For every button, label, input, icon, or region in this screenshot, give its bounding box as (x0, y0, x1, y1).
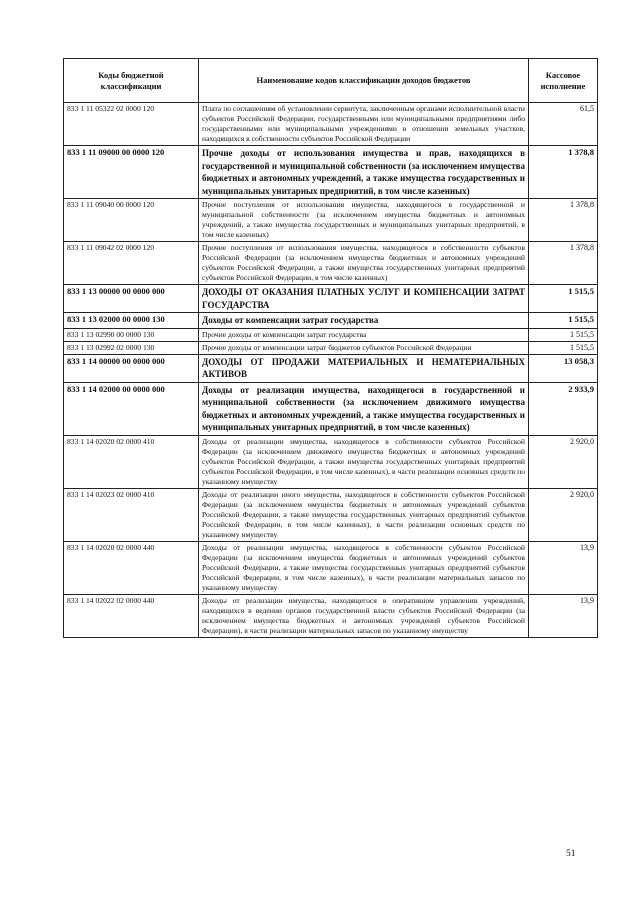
name-cell: Доходы от компенсации затрат государства (199, 313, 529, 329)
table-row (64, 382, 598, 435)
name-cell: Доходы от реализации имущества, находящегося в собственности субъектов Российской Федерации (за исключением имущества бюджетных и автономных учреждений субъектов Российской Федерации, а также имущества государственных унитарных предприятий субъектов Российской Федерации, в том числе казенных), в части реализации материальных запасов по указанному имуществу (199, 541, 529, 594)
amount-cell: 13 058,3 (529, 354, 598, 382)
table-row (64, 594, 598, 637)
code-cell: 833 1 14 02020 02 0000 410 (64, 435, 199, 488)
table-row (64, 341, 598, 354)
table-row (64, 435, 598, 488)
code-cell: 833 1 14 02022 02 0000 440 (64, 594, 199, 637)
code-cell: 833 1 11 09040 00 0000 120 (64, 199, 199, 242)
table-header (64, 59, 598, 103)
table-row (64, 488, 598, 541)
table-row (64, 313, 598, 329)
amount-cell: 1 378,8 (529, 146, 598, 199)
name-cell: Прочие доходы от использования имущества и прав, находящихся в государственной и муниципальной собственности (за исключением имущества бюджетных и автономных учреждений, а также имущества государственных и муниципальных унитарных предприятий, в том числе казенных) (199, 146, 529, 199)
name-cell: Доходы от реализации имущества, находящегося в собственности субъектов Российской Федерации (за исключением движимого имущества бюджетных и автономных учреждений субъектов Российской Федерации, а также имущества государственных унитарных предприятий субъектов Российской Федерации, в том числе казенных), в части реализации основных средств по указанному имуществу (199, 435, 529, 488)
code-cell: 833 1 14 00000 00 0000 000 (64, 354, 199, 382)
table-row (64, 541, 598, 594)
name-cell: Прочие поступления от использования имущества, находящегося в собственности субъектов Российской Федерации (за исключением имущества бюджетных и автономных учреждений субъектов Российской Федерации, а также имущества государственных унитарных предприятий субъектов Российской Федерации, в том числе казенных) (199, 242, 529, 285)
name-cell: Доходы от реализации имущества, находящегося в государственной и муниципальной собственности (за исключением движимого имущества бюджетных и автономных учреждений, а также имущества государственных и муниципальных унитарных предприятий, в том числе казенных) (199, 382, 529, 435)
table-row (64, 146, 598, 199)
amount-cell: 1 515,5 (529, 328, 598, 341)
table-row (64, 199, 598, 242)
code-cell: 833 1 14 02023 02 0000 410 (64, 488, 199, 541)
code-cell: 833 1 13 02000 00 0000 130 (64, 313, 199, 329)
table-row (64, 285, 598, 313)
name-cell: Прочие доходы от компенсации затрат государства (199, 328, 529, 341)
code-cell: 833 1 11 09042 02 0000 120 (64, 242, 199, 285)
amount-cell: 1 378,8 (529, 242, 598, 285)
name-cell: Прочие поступления от использования имущества, находящегося в государственной и муниципальной собственности (за исключением имущества бюджетных и автономных учреждений, а также имущества государственных и муниципальных унитарных предприятий, в том числе казенных) (199, 199, 529, 242)
name-cell: Доходы от реализации имущества, находящегося в оперативном управлении учреждений, находящихся в ведении органов государственной власти субъектов Российской Федерации (за исключением имущества бюджетных и автономных учреждений субъектов Российской Федерации), в части реализации материальных запасов по указанному имуществу (199, 594, 529, 637)
amount-cell: 1 515,5 (529, 341, 598, 354)
table-row (64, 328, 598, 341)
code-cell: 833 1 13 00000 00 0000 000 (64, 285, 199, 313)
header-code: Коды бюджетной классификации (64, 59, 199, 103)
code-cell: 833 1 13 02990 00 0000 130 (64, 328, 199, 341)
budget-revenue-table (63, 58, 598, 638)
table-row (64, 242, 598, 285)
amount-cell: 2 920,0 (529, 435, 598, 488)
name-cell: Доходы от реализации иного имущества, находящегося в собственности субъектов Российской Федерации (за исключением имущества бюджетных и автономных учреждений субъектов Российской Федерации, а также имущества государственных унитарных предприятий субъектов Российской Федерации, в том числе казенных), в части реализации основных средств по указанному имуществу (199, 488, 529, 541)
name-cell: Плата по соглашениям об установлении сервитута, заключенным органами исполнительной власти субъектов Российской Федерации, государственными или муниципальными предприятиями либо государственными или муниципальными учреждениями в отношении земельных участков, находящихся в собственности субъектов Российской Федерации (199, 103, 529, 146)
table-row (64, 354, 598, 382)
code-cell: 833 1 14 02000 00 0000 000 (64, 382, 199, 435)
page-number: 51 (566, 849, 576, 859)
code-cell: 833 1 13 02992 02 0000 130 (64, 341, 199, 354)
amount-cell: 1 515,5 (529, 313, 598, 329)
amount-cell: 61,5 (529, 103, 598, 146)
amount-cell: 13,9 (529, 541, 598, 594)
name-cell: Прочие доходы от компенсации затрат бюджетов субъектов Российской Федерации (199, 341, 529, 354)
amount-cell: 2 920,0 (529, 488, 598, 541)
amount-cell: 1 515,5 (529, 285, 598, 313)
table-body (64, 103, 598, 638)
amount-cell: 1 378,8 (529, 199, 598, 242)
code-cell: 833 1 14 02020 02 0000 440 (64, 541, 199, 594)
amount-cell: 13,9 (529, 594, 598, 637)
code-cell: 833 1 11 09000 00 0000 120 (64, 146, 199, 199)
table-row (64, 103, 598, 146)
header-name: Наименование кодов классификации доходов бюджетов (199, 59, 529, 103)
amount-cell: 2 933,9 (529, 382, 598, 435)
name-cell: ДОХОДЫ ОТ ОКАЗАНИЯ ПЛАТНЫХ УСЛУГ И КОМПЕНСАЦИИ ЗАТРАТ ГОСУДАРСТВА (199, 285, 529, 313)
header-amount: Кассовое исполнение (529, 59, 598, 103)
name-cell: ДОХОДЫ ОТ ПРОДАЖИ МАТЕРИАЛЬНЫХ И НЕМАТЕРИАЛЬНЫХ АКТИВОВ (199, 354, 529, 382)
code-cell: 833 1 11 05322 02 0000 120 (64, 103, 199, 146)
